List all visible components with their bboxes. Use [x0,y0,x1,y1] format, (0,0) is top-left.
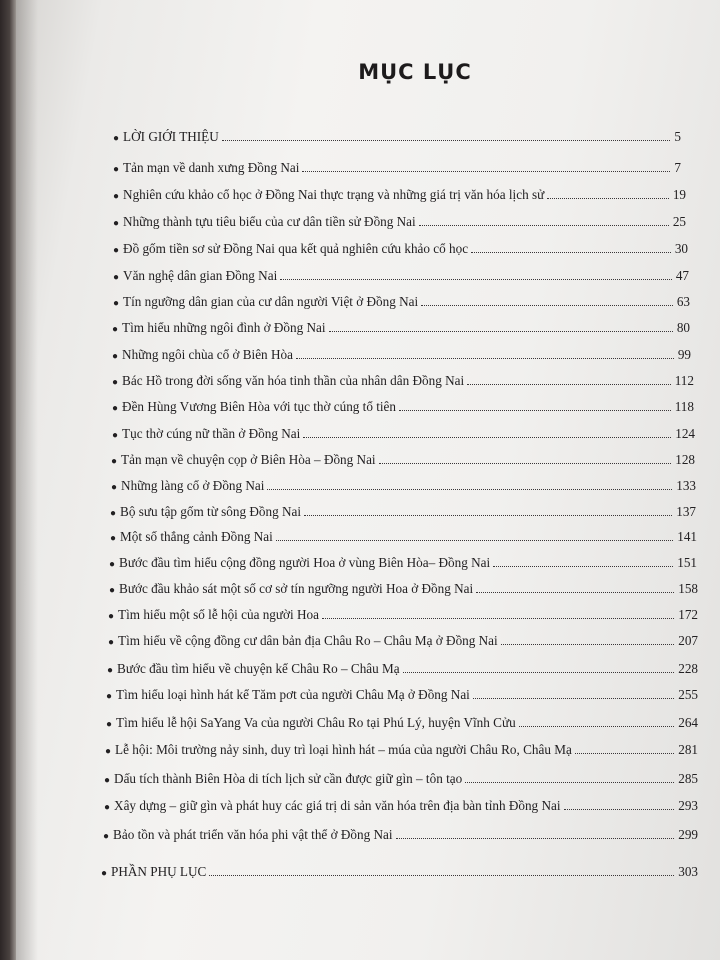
dot-leader [396,838,675,839]
dot-leader [267,489,672,490]
toc-entry-title: Bước đầu tìm hiểu cộng đồng người Hoa ở vùng Biên Hòa– Đồng Nai [119,555,491,570]
toc-entry [113,240,688,258]
bullet-icon: ● [113,298,120,309]
bullet-icon: ● [109,585,116,596]
toc-page-number: 303 [678,864,698,879]
toc-page-number: 299 [678,827,698,842]
dot-leader [465,782,674,783]
dot-leader [476,592,674,593]
dot-leader [322,618,674,619]
toc-entry-title: Những thành tựu tiêu biểu của cư dân tiền sử Đồng Nai [123,214,416,229]
toc-entry-title: Tìm hiểu lễ hội SaYang Va của người Châu Ro tại Phú Lý, huyện Vĩnh Cửu [116,715,516,730]
bullet-icon: ● [113,133,120,144]
toc-entry-title: Tìm hiểu một số lễ hội của người Hoa [118,607,319,622]
dot-leader [296,358,674,359]
dot-leader [303,437,671,438]
dot-leader [329,331,673,332]
toc-page-number: 255 [678,687,698,702]
toc-page-number: 19 [672,187,686,202]
toc-entry [112,372,694,390]
toc-entry-title: Đền Hùng Vương Biên Hòa với tục thờ cúng tổ tiên [122,399,397,414]
toc-page-number: 118 [674,399,694,414]
toc-entry-title: Bước đầu tìm hiểu về chuyện kể Châu Ro – Châu Mạ [117,661,400,676]
toc-entry [109,580,698,598]
dot-leader [379,463,672,464]
dot-leader [419,225,669,226]
bullet-icon: ● [103,831,110,842]
toc-page-number: 112 [674,373,694,388]
dot-leader [209,875,674,876]
dot-leader [473,698,674,699]
bullet-icon: ● [105,746,112,757]
toc-page-number: 25 [672,214,686,229]
dot-leader [493,566,673,567]
dot-leader [421,305,673,306]
toc-entry-title: Tản mạn về danh xưng Đồng Nai [123,160,300,175]
toc-entry-title: Một số thắng cảnh Đồng Nai [120,529,273,544]
dot-leader [399,410,671,411]
dot-leader [564,809,675,810]
toc-entry [104,770,698,788]
dot-leader [467,384,671,385]
bullet-icon: ● [104,802,111,813]
toc-entry [104,797,698,815]
bullet-icon: ● [113,218,120,229]
toc-entry-title: Tản mạn về chuyện cọp ở Biên Hòa – Đồng Nai [121,452,376,467]
bullet-icon: ● [110,533,117,544]
dot-leader [547,198,669,199]
dot-leader [501,644,675,645]
toc-page-number: 228 [678,661,698,676]
dot-leader [471,252,671,253]
bullet-icon: ● [112,430,119,441]
bullet-icon: ● [108,611,115,622]
bullet-icon: ● [111,482,118,493]
toc-entry [112,398,694,416]
toc-entry [109,554,697,572]
dot-leader [280,279,672,280]
toc-entry-title: Bác Hồ trong đời sống văn hóa tinh thần của nhân dân Đồng Nai [122,373,465,388]
dot-leader [575,753,674,754]
bullet-icon: ● [113,164,120,175]
toc-entry [107,660,698,678]
bullet-icon: ● [113,191,120,202]
bullet-icon: ● [106,691,113,702]
toc-entry [108,606,698,624]
toc-page-number: 7 [674,160,681,175]
toc-entry [106,686,698,704]
toc-entry-title: Những làng cổ ở Đồng Nai [121,478,265,493]
toc-page-number: 285 [678,771,698,786]
bullet-icon: ● [112,324,119,335]
bullet-icon: ● [113,245,120,256]
toc-entry [111,451,695,469]
toc-entry-title: Văn nghệ dân gian Đồng Nai [123,268,278,283]
toc-entry-title: Bước đầu khảo sát một số cơ sở tín ngưỡng người Hoa ở Đồng Nai [119,581,474,596]
toc-entry-title: Những ngôi chùa cổ ở Biên Hòa [122,347,293,362]
bullet-icon: ● [104,775,111,786]
toc-page-number: 63 [676,294,690,309]
toc-entry [113,186,686,204]
bullet-icon: ● [110,508,117,519]
toc-page-number: 30 [674,241,688,256]
toc-page-number: 141 [677,529,697,544]
bullet-icon: ● [112,403,119,414]
toc-page-number: 172 [678,607,698,622]
toc-entry-title: Bảo tồn và phát triển văn hóa phi vật thể ở Đồng Nai [113,827,393,842]
toc-entry [105,741,698,759]
toc-page-number: 133 [676,478,696,493]
toc-entry [112,319,690,337]
toc-entry [113,128,681,146]
toc-entry-title: Xây dựng – giữ gìn và phát huy các giá trị di sản văn hóa trên địa bàn tỉnh Đồng Nai [114,798,561,813]
toc-entry [103,826,698,844]
toc-entry-title: Lễ hội: Môi trường nảy sinh, duy trì loại hình hát – múa của người Châu Ro, Châu Mạ [115,742,572,757]
dot-leader [222,140,671,141]
toc-page-number: 128 [675,452,695,467]
toc-entry-title: LỜI GIỚI THIỆU [123,129,219,144]
toc-entry [101,863,698,881]
toc-entry-title: Bộ sưu tập gốm từ sông Đồng Nai [120,504,302,519]
dot-leader [276,540,673,541]
toc-entry [110,503,696,521]
toc-page-number: 47 [675,268,689,283]
toc-entry [106,714,698,732]
toc-page-number: 207 [678,633,698,648]
toc-page-number: 99 [677,347,691,362]
toc-entry [113,213,686,231]
toc-entry [112,346,691,364]
toc-entry [110,528,697,546]
toc-entry [111,477,696,495]
bullet-icon: ● [113,272,120,283]
dot-leader [403,672,675,673]
bullet-icon: ● [112,377,119,388]
bullet-icon: ● [106,719,113,730]
toc-page-number: 137 [676,504,696,519]
bullet-icon: ● [101,868,108,879]
bullet-icon: ● [108,637,115,648]
toc-page-number: 264 [678,715,698,730]
toc-entry [112,425,695,443]
toc-entry-title: Tín ngưỡng dân gian của cư dân người Việt ở Đồng Nai [123,294,419,309]
bullet-icon: ● [107,665,114,676]
toc-entry [113,293,690,311]
bullet-icon: ● [112,351,119,362]
toc-page-number: 158 [678,581,698,596]
toc-entry [108,632,698,650]
bullet-icon: ● [111,456,118,467]
toc-entry-title: Tìm hiểu loại hình hát kể Tăm pơt của người Châu Mạ ở Đồng Nai [116,687,470,702]
toc-entry [113,267,689,285]
page-title: MỤC LỤC [358,60,472,84]
toc-entry-title: Đồ gốm tiền sơ sử Đồng Nai qua kết quả nghiên cứu khảo cổ học [123,241,469,256]
toc-page-number: 281 [678,742,698,757]
toc-page-number: 293 [678,798,698,813]
toc-entry-title: Tìm hiểu về cộng đồng cư dân bản địa Châu Ro – Châu Mạ ở Đồng Nai [118,633,498,648]
toc-entry-title: PHẦN PHỤ LỤC [111,864,207,879]
dot-leader [302,171,670,172]
toc-entry [113,159,681,177]
toc-entry-title: Tìm hiểu những ngôi đình ở Đồng Nai [122,320,326,335]
toc-entry-title: Dấu tích thành Biên Hòa di tích lịch sử cần được giữ gìn – tôn tạo [114,771,463,786]
toc-entry-title: Tục thờ cúng nữ thần ở Đồng Nai [122,426,301,441]
toc-page-number: 151 [677,555,697,570]
bullet-icon: ● [109,559,116,570]
toc-page-number: 5 [674,129,681,144]
dot-leader [519,726,675,727]
dot-leader [304,515,672,516]
toc-page-number: 124 [675,426,695,441]
toc-page-number: 80 [676,320,690,335]
toc-entry-title: Nghiên cứu khảo cổ học ở Đồng Nai thực trạng và những giá trị văn hóa lịch sử [123,187,545,202]
